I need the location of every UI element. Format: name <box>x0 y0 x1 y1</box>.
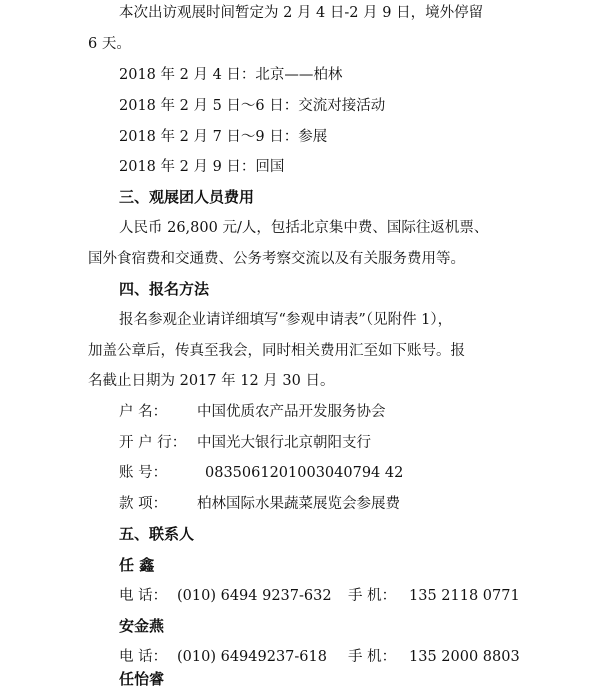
phone-number: (010) 64949237-618 <box>177 649 327 665</box>
schedule-item: 2018 年 2 月 4 日：北京——柏林 <box>119 67 343 83</box>
bank-account-value: 0835061201003040794 42 <box>205 465 404 481</box>
registration-line-3: 名截止日期为 2017 年 12 月 30 日。 <box>88 373 335 389</box>
mobile-number: 135 2118 0771 <box>409 588 520 604</box>
bank-purpose-label: 款 项： <box>119 496 168 512</box>
contact-name: 任 鑫 <box>119 556 155 574</box>
mobile-number: 135 2000 8803 <box>409 649 520 665</box>
phone-label: 电 话： <box>119 588 168 604</box>
registration-line-1: 报名参观企业请详细填写“参观申请表”（见附件 1）， <box>119 312 453 328</box>
registration-line-2: 加盖公章后，传真至我会，同时相关费用汇至如下账号。报 <box>88 343 465 359</box>
section-heading-contacts: 五、联系人 <box>119 525 195 543</box>
bank-purpose-value: 柏林国际水果蔬菜展览会参展费 <box>197 496 400 512</box>
phone-label: 电 话： <box>119 649 168 665</box>
schedule-item: 2018 年 2 月 7 日～9 日：参展 <box>119 129 328 145</box>
fees-line-1: 人民币 26,800 元/人，包括北京集中费、国际往返机票、 <box>119 220 489 236</box>
contact-name: 任怡睿 <box>119 670 165 688</box>
mobile-label: 手 机： <box>348 588 397 604</box>
schedule-intro-line-1: 本次出访观展时间暂定为 2 月 4 日-2 月 9 日，境外停留 <box>119 5 484 21</box>
phone-number: (010) 6494 9237-632 <box>177 588 332 604</box>
bank-name-value: 中国优质农产品开发服务协会 <box>197 404 386 420</box>
section-heading-registration: 四、报名方法 <box>119 280 210 298</box>
schedule-item: 2018 年 2 月 9 日：回国 <box>119 159 285 175</box>
schedule-item: 2018 年 2 月 5 日～6 日：交流对接活动 <box>119 98 386 114</box>
bank-account-label: 账 号： <box>119 465 168 481</box>
mobile-label: 手 机： <box>348 649 397 665</box>
fees-line-2: 国外食宿费和交通费、公务考察交流以及有关服务费用等。 <box>88 251 465 267</box>
bank-branch-label: 开 户 行： <box>119 435 187 451</box>
schedule-intro-line-2: 6 天。 <box>88 36 131 52</box>
bank-branch-value: 中国光大银行北京朝阳支行 <box>197 435 371 451</box>
section-heading-fees: 三、观展团人员费用 <box>119 188 255 206</box>
contact-name: 安金燕 <box>119 617 165 635</box>
bank-name-label: 户 名： <box>119 404 168 420</box>
